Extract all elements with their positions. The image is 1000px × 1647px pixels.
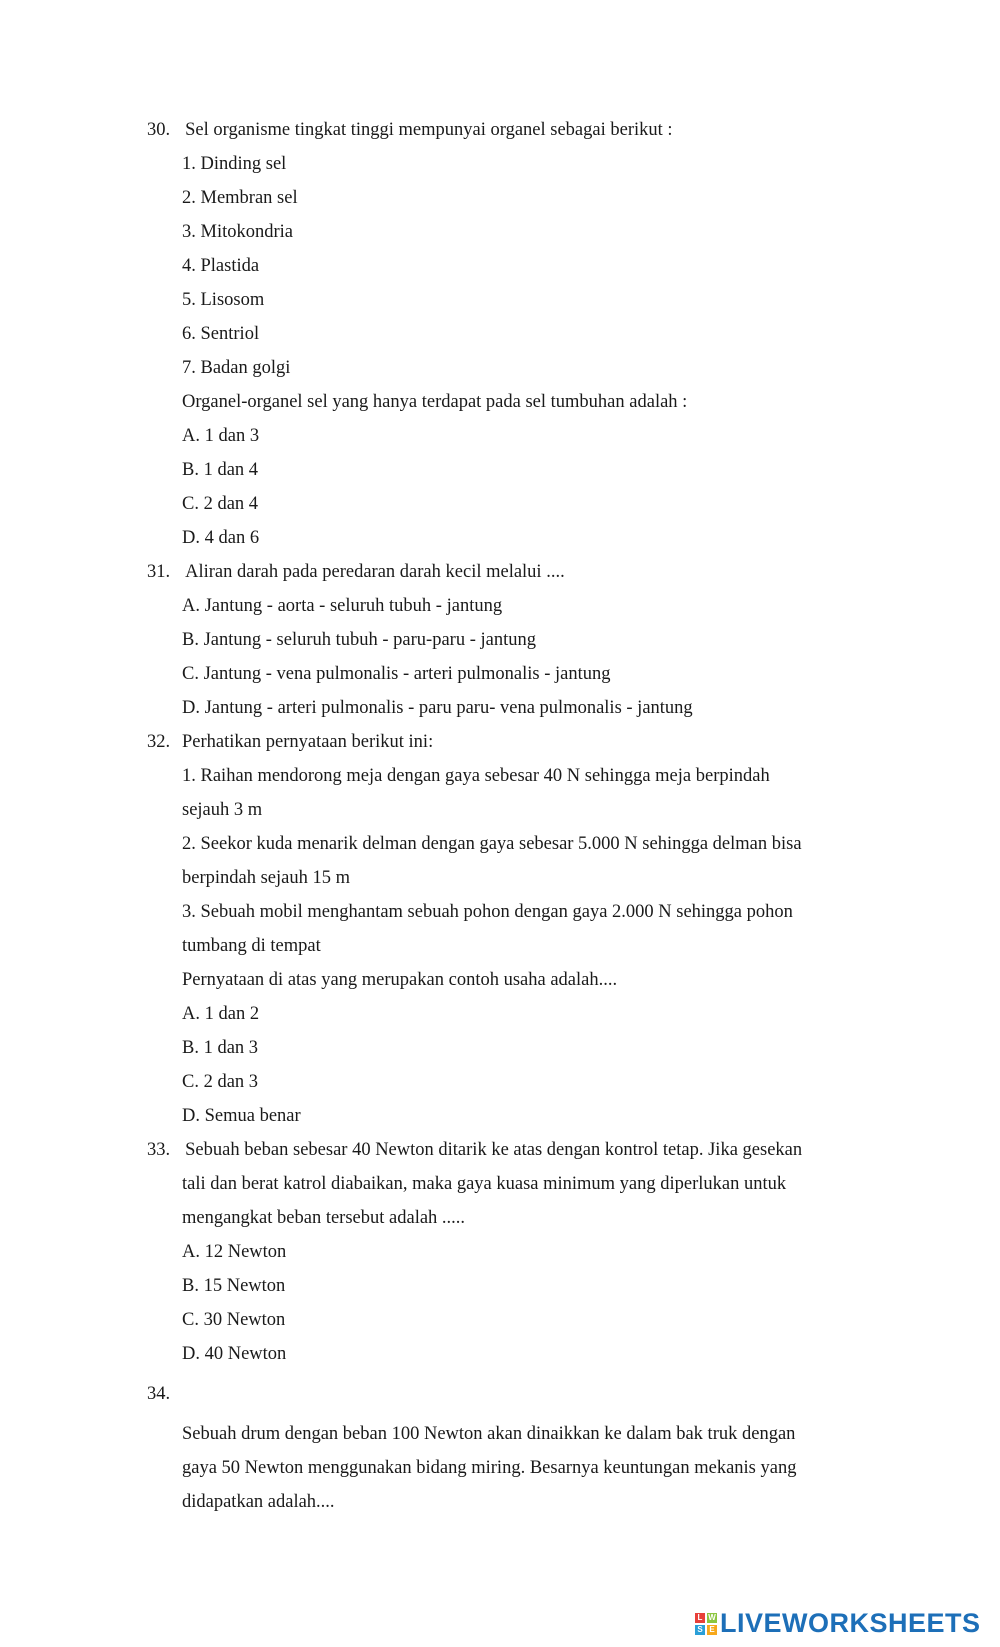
question-30 — [147, 118, 673, 142]
answer-option[interactable]: A. Jantung - aorta - seluruh tubuh - jantung — [182, 596, 503, 616]
question-prompt: Organel-organel sel yang hanya terdapat pada sel tumbuhan adalah : — [182, 392, 688, 412]
question-number: 30. — [147, 120, 171, 140]
answer-option[interactable]: A. 1 dan 2 — [182, 1004, 260, 1024]
list-item: sejauh 3 m — [182, 800, 263, 820]
answer-option[interactable]: D. Jantung - arteri pulmonalis - paru paru- vena pulmonalis - jantung — [182, 698, 693, 718]
question-text: Perhatikan pernyataan berikut ini: — [182, 732, 434, 752]
question-text: Sel organisme tingkat tinggi mempunyai organel sebagai berikut : — [185, 120, 673, 140]
question-text: Sebuah beban sebesar 40 Newton ditarik ke atas dengan kontrol tetap. Jika gesekan — [185, 1140, 803, 1160]
question-34 — [147, 1382, 170, 1406]
question-32 — [147, 730, 170, 754]
answer-option[interactable]: C. Jantung - vena pulmonalis - arteri pulmonalis - jantung — [182, 664, 611, 684]
list-item: 3. Sebuah mobil menghantam sebuah pohon dengan gaya 2.000 N sehingga pohon — [182, 902, 793, 922]
answer-option[interactable]: C. 2 dan 3 — [182, 1072, 259, 1092]
list-item: 4. Plastida — [182, 256, 260, 276]
logo-tile: W — [708, 1612, 716, 1622]
list-item: 1. Dinding sel — [182, 154, 287, 174]
question-text-continued: gaya 50 Newton menggunakan bidang miring. Besarnya keuntungan mekanis yang — [182, 1458, 797, 1478]
answer-option[interactable]: B. 1 dan 4 — [182, 460, 259, 480]
liveworksheets-logo — [695, 1608, 981, 1639]
question-number: 34. — [147, 1384, 171, 1404]
answer-option[interactable]: B. 15 Newton — [182, 1276, 286, 1296]
list-item: 2. Membran sel — [182, 188, 298, 208]
question-text: Aliran darah pada peredaran darah kecil melalui .... — [185, 562, 565, 582]
answer-option[interactable]: C. 2 dan 4 — [182, 494, 259, 514]
list-item: berpindah sejauh 15 m — [182, 868, 350, 888]
answer-option[interactable]: D. Semua benar — [182, 1106, 301, 1126]
question-31 — [147, 560, 565, 584]
answer-option[interactable]: A. 1 dan 3 — [182, 426, 260, 446]
list-item: 2. Seekor kuda menarik delman dengan gaya sebesar 5.000 N sehingga delman bisa — [182, 834, 802, 854]
list-item: tumbang di tempat — [182, 936, 321, 956]
list-item: 1. Raihan mendorong meja dengan gaya sebesar 40 N sehingga meja berpindah — [182, 766, 770, 786]
logo-text: LIVEWORKSHEETS — [720, 1608, 981, 1638]
logo-tile: L — [695, 1613, 705, 1623]
logo-tile: S — [695, 1625, 705, 1635]
list-item: 7. Badan golgi — [182, 358, 291, 378]
question-number: 32. — [147, 732, 171, 752]
answer-option[interactable]: B. 1 dan 3 — [182, 1038, 259, 1058]
question-prompt: Pernyataan di atas yang merupakan contoh usaha adalah.... — [182, 970, 618, 990]
question-text-continued: tali dan berat katrol diabaikan, maka gaya kuasa minimum yang diperlukan untuk — [182, 1174, 787, 1194]
logo-grid-icon — [695, 1613, 717, 1635]
list-item: 5. Lisosom — [182, 290, 265, 310]
question-text-continued: Sebuah drum dengan beban 100 Newton akan dinaikkan ke dalam bak truk dengan — [182, 1424, 796, 1444]
question-text-continued: mengangkat beban tersebut adalah ..... — [182, 1208, 466, 1228]
list-item: 6. Sentriol — [182, 324, 260, 344]
question-text-continued: didapatkan adalah.... — [182, 1492, 335, 1512]
question-33 — [147, 1138, 802, 1162]
list-item: 3. Mitokondria — [182, 222, 293, 242]
answer-option[interactable]: D. 4 dan 6 — [182, 528, 260, 548]
logo-tile: E — [707, 1625, 717, 1635]
answer-option[interactable]: A. 12 Newton — [182, 1242, 287, 1262]
question-number: 31. — [147, 562, 171, 582]
answer-option[interactable]: C. 30 Newton — [182, 1310, 286, 1330]
answer-option[interactable]: D. 40 Newton — [182, 1344, 287, 1364]
answer-option[interactable]: B. Jantung - seluruh tubuh - paru-paru - jantung — [182, 630, 536, 650]
question-number: 33. — [147, 1140, 171, 1160]
